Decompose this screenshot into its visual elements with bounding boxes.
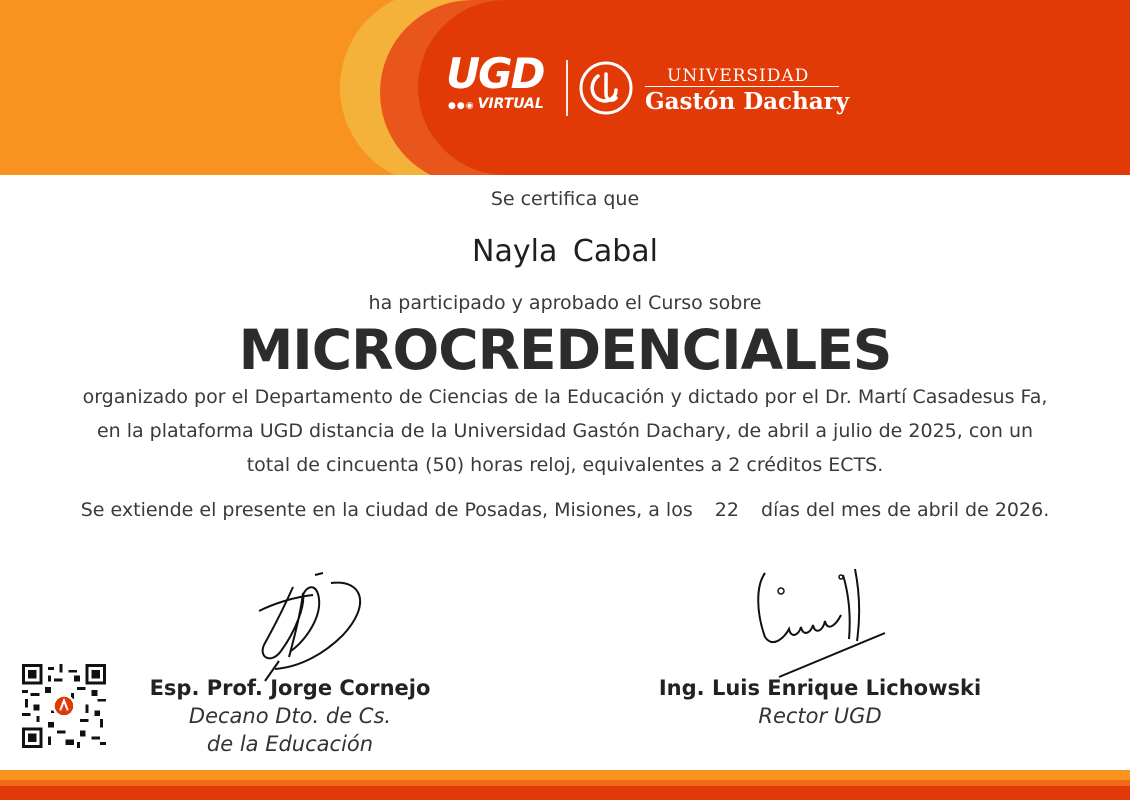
signature-right-image bbox=[745, 565, 895, 685]
ugd-logo-text: UGD bbox=[446, 49, 544, 98]
signer-right-name: Ing. Luis Enrique Lichowski bbox=[658, 676, 982, 700]
university-label: UNIVERSIDAD bbox=[667, 66, 810, 86]
signature-left-image bbox=[245, 565, 375, 685]
signer-left bbox=[130, 674, 450, 758]
certify-intro: Se certifica que bbox=[490, 188, 640, 210]
university-emblem-icon bbox=[578, 60, 634, 116]
recipient-name: Nayla Cabal bbox=[472, 234, 658, 269]
issue-suffix: días del mes de abril de 2026. bbox=[761, 499, 1050, 521]
signer-left-role-line1: Decano Dto. de Cs. bbox=[188, 704, 392, 728]
course-description: organizado por el Departamento de Ciencias de la Educación y dictado por el Dr. Martí Casadesus Fa, en la plataforma UGD distancia de la Universidad Gastón Dachary, de abril a julio de 2025, con un total de cincuenta (50) horas reloj, equivalentes a 2 créditos ECTS. bbox=[82, 386, 1048, 476]
participation-text: ha participado y aprobado el Curso sobre bbox=[368, 292, 762, 314]
footer-stripe-red bbox=[0, 786, 1130, 800]
issue-prefix: Se extiende el presente en la ciudad de Posadas, Misiones, a los bbox=[80, 499, 693, 521]
university-name: Gastón Dachary bbox=[645, 88, 850, 115]
issue-statement bbox=[80, 493, 1050, 527]
signer-left-name: Esp. Prof. Jorge Cornejo bbox=[149, 676, 431, 700]
dots-icon: ●●◉ bbox=[448, 101, 475, 111]
footer-stripe-orange bbox=[0, 770, 1130, 780]
ugd-virtual-logo bbox=[446, 49, 544, 114]
course-title: MICROCREDENCIALES bbox=[238, 318, 892, 382]
qr-code-icon[interactable] bbox=[22, 664, 106, 748]
signer-right bbox=[640, 674, 1000, 730]
signer-left-role-line2: de la Educación bbox=[206, 732, 374, 756]
university-wordmark bbox=[645, 66, 849, 115]
certificate-header bbox=[0, 0, 1130, 175]
signer-right-role: Rector UGD bbox=[758, 704, 882, 728]
wordmark-rule bbox=[645, 86, 839, 87]
ugd-logo-subtext: VIRTUAL bbox=[477, 96, 544, 112]
logo-divider bbox=[566, 60, 568, 116]
issue-day: 22 bbox=[714, 499, 739, 521]
